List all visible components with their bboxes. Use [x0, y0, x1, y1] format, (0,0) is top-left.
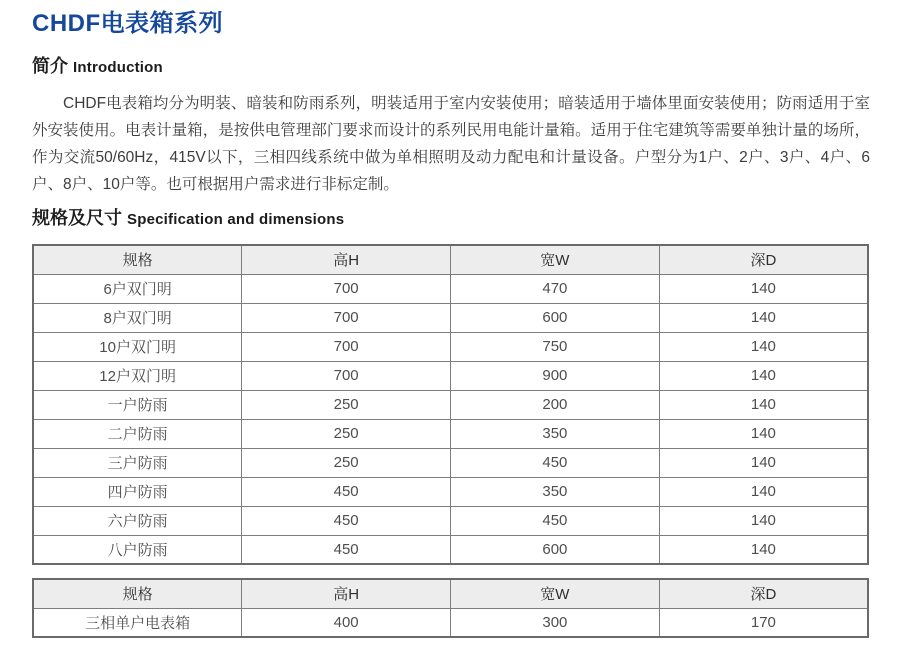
spec-cell: 6户双门明 — [33, 274, 242, 303]
spec-cell: 400 — [242, 608, 451, 637]
spec-cell: 140 — [659, 361, 868, 390]
spec-table-three-phase — [32, 578, 869, 638]
spec-cell: 140 — [659, 535, 868, 564]
spec-cell: 170 — [659, 608, 868, 637]
spec-cell: 450 — [242, 506, 451, 535]
table-row — [33, 332, 868, 361]
spec-cell: 140 — [659, 477, 868, 506]
spec-cell: 350 — [451, 477, 660, 506]
column-header: 宽W — [451, 245, 660, 274]
spec-cell: 600 — [451, 535, 660, 564]
spec-cell: 450 — [242, 477, 451, 506]
spec-cell: 10户双门明 — [33, 332, 242, 361]
spec-cell: 三相单户电表箱 — [33, 608, 242, 637]
spec-cell: 一户防雨 — [33, 390, 242, 419]
table-row — [33, 477, 868, 506]
spec-cell: 200 — [451, 390, 660, 419]
intro-heading — [32, 55, 870, 79]
table-row — [33, 608, 868, 637]
spec-cell: 六户防雨 — [33, 506, 242, 535]
intro-paragraph: CHDF电表箱均分为明装、暗装和防雨系列，明装适用于室内安装使用；暗装适用于墙体里面安装使用；防雨适用于室外安装使用。电表计量箱，是按供电管理部门要求而设计的系列民用电能计量箱。适用于住宅建筑等需要单独计量的场所，作为交流50/60Hz，415V以下，三相四线系统中做为单相照明及动力配电和计量设备。户型分为1户、2户、3户、4户、6户、8户、10户等。也可根据用户需求进行非标定制。 — [32, 95, 870, 193]
page-title: CHDF电表箱系列 — [32, 10, 224, 37]
table-row — [33, 361, 868, 390]
spec-cell: 470 — [451, 274, 660, 303]
spec-cell: 140 — [659, 448, 868, 477]
column-header: 高H — [242, 245, 451, 274]
table-row — [33, 390, 868, 419]
spec-table-meter-boxes — [32, 244, 869, 565]
intro-heading-zh: 简介 — [32, 56, 68, 76]
column-header: 规格 — [33, 579, 242, 608]
spec-cell: 450 — [451, 448, 660, 477]
spec-cell: 700 — [242, 332, 451, 361]
spec-cell: 8户双门明 — [33, 303, 242, 332]
spec-cell: 250 — [242, 448, 451, 477]
table-row — [33, 419, 868, 448]
spec-cell: 350 — [451, 419, 660, 448]
spec-cell: 700 — [242, 361, 451, 390]
spec-cell: 四户防雨 — [33, 477, 242, 506]
header-row — [33, 579, 868, 608]
spec-cell: 140 — [659, 390, 868, 419]
spec-cell: 250 — [242, 390, 451, 419]
spec-cell: 600 — [451, 303, 660, 332]
column-header: 深D — [659, 245, 868, 274]
column-header: 深D — [659, 579, 868, 608]
spec-cell: 140 — [659, 303, 868, 332]
column-header: 宽W — [451, 579, 660, 608]
spec-cell: 750 — [451, 332, 660, 361]
table-row — [33, 535, 868, 564]
spec-cell: 700 — [242, 303, 451, 332]
spec-heading — [32, 207, 870, 231]
spec-cell: 450 — [242, 535, 451, 564]
spec-cell: 12户双门明 — [33, 361, 242, 390]
spec-cell: 140 — [659, 419, 868, 448]
spec-cell: 900 — [451, 361, 660, 390]
spec-cell: 300 — [451, 608, 660, 637]
spec-cell: 140 — [659, 332, 868, 361]
spec-cell: 三户防雨 — [33, 448, 242, 477]
spec-heading-en: Specification and dimensions — [127, 211, 345, 228]
spec-cell: 140 — [659, 506, 868, 535]
spec-cell: 700 — [242, 274, 451, 303]
spec-cell: 二户防雨 — [33, 419, 242, 448]
spec-cell: 450 — [451, 506, 660, 535]
table-row — [33, 274, 868, 303]
intro-heading-en: Introduction — [73, 59, 163, 76]
header-row — [33, 245, 868, 274]
spec-cell: 250 — [242, 419, 451, 448]
column-header: 高H — [242, 579, 451, 608]
spec-cell: 140 — [659, 274, 868, 303]
spec-heading-zh: 规格及尺寸 — [32, 208, 122, 228]
column-header: 规格 — [33, 245, 242, 274]
table-row — [33, 303, 868, 332]
spec-cell: 八户防雨 — [33, 535, 242, 564]
table-row — [33, 506, 868, 535]
table-row — [33, 448, 868, 477]
